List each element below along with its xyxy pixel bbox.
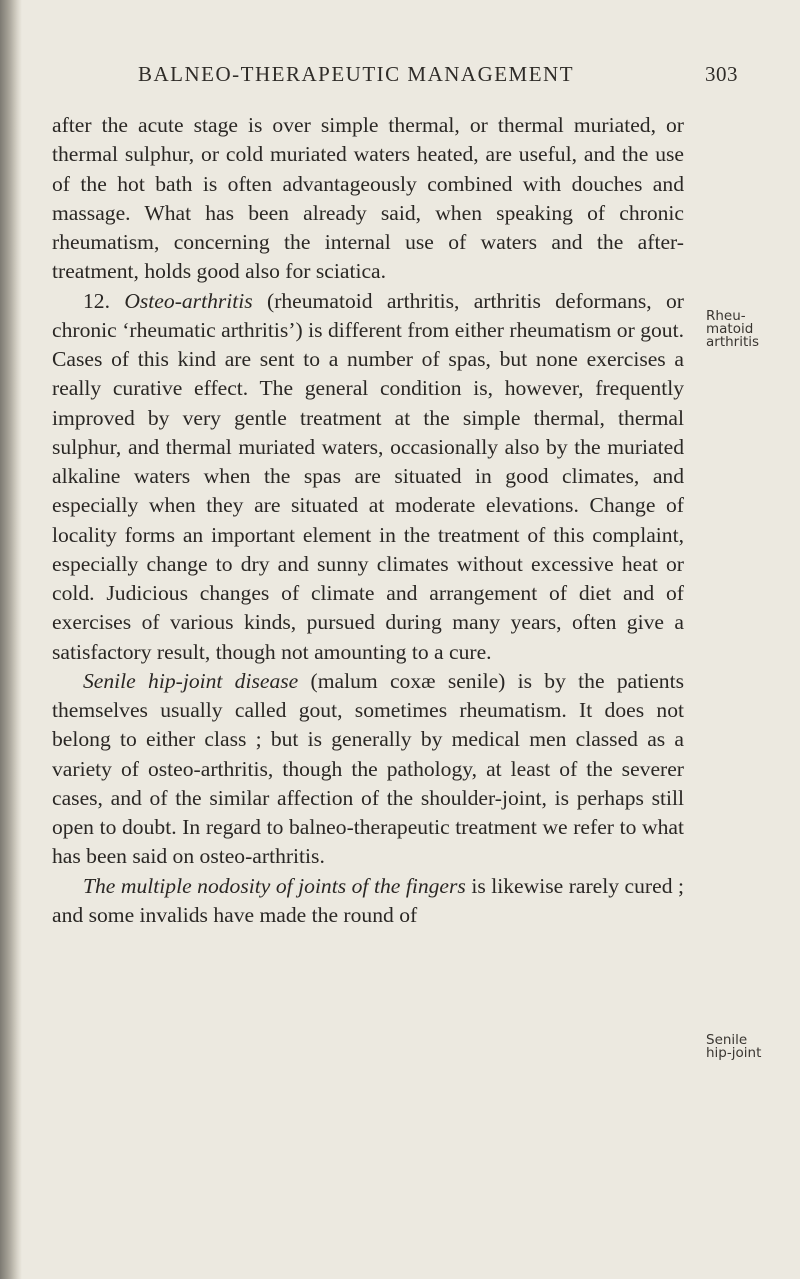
margin-note-line: hip-joint [706, 1045, 762, 1061]
section-term-osteo-arthritis: Osteo-arthritis [124, 288, 253, 313]
paragraph-multiple-nodosity-text: is likewise rarely cured ; and some invalids have made the round of [52, 873, 685, 927]
section-number: 12. [83, 288, 110, 313]
paragraph-senile-hip-joint [52, 667, 684, 872]
paragraph-senile-hip-joint-text: (malum coxæ senile) is by the patients themselves usually called gout, sometimes rheumatism. It does not belong to either class ; but is generally by medical men classed as a variety of osteo-arthritis, though the pathology, at least of the severer cases, and of the similar affection of the shoulder-joint, is perhaps still open to doubt. In regard to balneo-therapeutic treatment we refer to what has been said on osteo-arthritis. [52, 668, 684, 869]
page-number: 303 [705, 62, 738, 86]
term-senile-hip-joint-disease: Senile hip-joint disease [83, 668, 299, 693]
paragraph-osteo-arthritis-text: (rheumatoid arthritis, arthritis deformans, or chronic ‘rheumatic arthritis’) is different from either rheumatism or gout. Cases of this kind are sent to a number of spas, but none exercises a really curative effect. The general condition is, however, frequently improved by very gentle treatment at the simple thermal, thermal sulphur, and thermal muriated waters, occasionally also by the muriated alkaline waters when the spas are situated in good climates, and especially when they are situated at moderate elevations. Change of locality forms an important element in the treatment of this complaint, especially change to dry and sunny climates without excessive heat or cold. Judicious changes of climate and arrangement of diet and of exercises of various kinds, pursued during many years, often give a satisfactory result, though not amounting to a cure. [52, 288, 684, 664]
running-head [138, 62, 738, 92]
term-multiple-nodosity: The multiple nodosity of joints of the fingers [83, 873, 466, 898]
margin-note-line: arthritis [706, 334, 760, 350]
margin-note-line: Senile [706, 1032, 748, 1048]
margin-note-senile-hip-joint [706, 1034, 796, 1060]
margin-note-line: Rheu- [706, 308, 746, 324]
paragraph-osteo-arthritis [52, 287, 684, 667]
paragraph-sciatica-continued: after the acute stage is over simple thermal, or thermal muriated, or thermal sulphur, or cold muriated waters heated, are useful, and the use of the hot bath is often advantageously combined with douches and massage. What has been already said, when speaking of chronic rheumatism, concerning the internal use of waters and the after-treatment, holds good also for sciatica. [52, 113, 684, 284]
body-text [52, 111, 684, 930]
running-head-title: BALNEO-THERAPEUTIC MANAGEMENT [138, 62, 575, 86]
margin-note-rheumatoid-arthritis [706, 310, 796, 349]
margin-note-line: matoid [706, 321, 754, 337]
paragraph-multiple-nodosity [52, 872, 684, 931]
